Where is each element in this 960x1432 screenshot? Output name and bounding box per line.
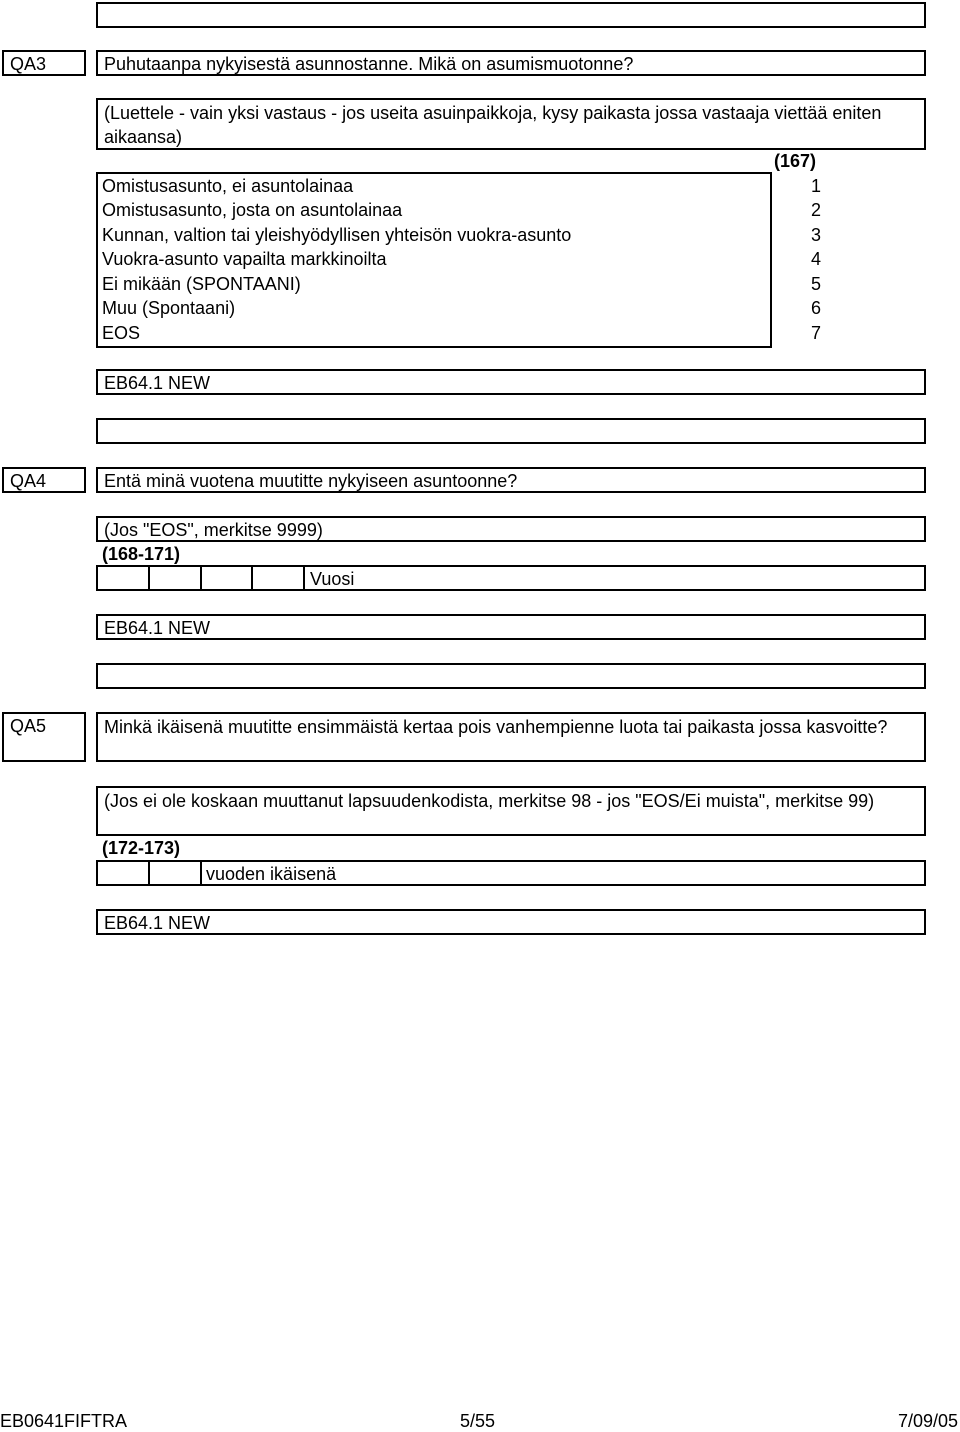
qa4-code-box [2, 467, 86, 493]
qa3-option-label: EOS [102, 323, 141, 343]
separator-box-2 [96, 663, 926, 689]
qa3-instruction: (Luettele - vain yksi vastaus - jos useita asuinpaikkoja, kysy paikasta jossa vastaaja viettää eniten aikaansa) [104, 103, 882, 147]
qa5-source-box [96, 909, 926, 935]
qa3-option-code: 4 [810, 249, 821, 269]
qa5-code-box [2, 712, 86, 762]
top-blank-box [96, 2, 926, 28]
qa3-option-label: Ei mikään (SPONTAANI) [102, 274, 301, 294]
qa5-code: QA5 [10, 716, 47, 736]
qa4-field-label: Vuosi [310, 569, 355, 589]
qa5-age-field[interactable] [96, 860, 926, 886]
qa3-question-box [96, 50, 926, 76]
qa3-option-label: Kunnan, valtion tai yleishyödyllisen yhteisön vuokra-asunto [102, 225, 572, 245]
qa5-source: EB64.1 NEW [104, 913, 211, 933]
qa4-digit-cell[interactable] [98, 567, 150, 589]
qa5-digit-cell[interactable] [150, 862, 202, 884]
qa5-digit-cell[interactable] [98, 862, 150, 884]
qa4-instruction-box [96, 516, 926, 542]
qa3-instruction-box [96, 98, 926, 150]
qa3-option-label: Muu (Spontaani) [102, 298, 236, 318]
qa5-field-label: vuoden ikäisenä [206, 864, 337, 884]
qa5-question-box [96, 712, 926, 762]
footer-date: 7/09/05 [897, 1411, 958, 1431]
qa4-source: EB64.1 NEW [104, 618, 211, 638]
qa3-source: EB64.1 NEW [104, 373, 211, 393]
qa3-option-code: 3 [810, 225, 821, 245]
qa4-question-box [96, 467, 926, 493]
footer-page-number: 5/55 [460, 1411, 496, 1431]
qa5-column-label: (172-173) [102, 838, 181, 858]
qa4-instruction: (Jos "EOS", merkitse 9999) [104, 520, 323, 540]
qa5-question: Minkä ikäisenä muutitte ensimmäistä kertaa pois vanhempienne luota tai paikasta jossa kasvoitte? [104, 717, 888, 737]
qa4-code: QA4 [10, 471, 47, 491]
qa5-instruction-box [96, 786, 926, 836]
qa3-question: Puhutaanpa nykyisestä asunnostanne. Mikä on asumismuotonne? [104, 54, 634, 74]
qa4-question: Entä minä vuotena muutitte nykyiseen asuntoonne? [104, 471, 518, 491]
qa4-year-field[interactable] [96, 565, 926, 591]
qa4-digit-cell[interactable] [150, 567, 202, 589]
qa4-digit-cell[interactable] [202, 567, 253, 589]
qa5-instruction: (Jos ei ole koskaan muuttanut lapsuudenkodista, merkitse 98 - jos "EOS/Ei muista", merkitse 99) [104, 791, 875, 811]
qa4-source-box [96, 614, 926, 640]
qa3-option-code: 1 [810, 176, 821, 196]
qa3-option-label: Omistusasunto, ei asuntolainaa [102, 176, 354, 196]
qa3-option-code: 6 [810, 298, 821, 318]
qa3-option-label: Vuokra-asunto vapailta markkinoilta [102, 249, 387, 269]
qa3-option-code: 7 [810, 323, 821, 343]
footer-doc-id: EB0641FIFTRA [0, 1411, 128, 1431]
qa3-code: QA3 [10, 54, 47, 74]
qa3-option-code: 2 [810, 200, 821, 220]
separator-box-1 [96, 418, 926, 444]
qa3-option-label: Omistusasunto, josta on asuntolainaa [102, 200, 403, 220]
qa3-option-code: 5 [810, 274, 821, 294]
qa3-column-label: (167) [774, 151, 817, 171]
qa4-digit-cell[interactable] [253, 567, 305, 589]
qa3-code-box [2, 50, 86, 76]
qa4-column-label: (168-171) [102, 544, 181, 564]
qa3-source-box [96, 369, 926, 395]
